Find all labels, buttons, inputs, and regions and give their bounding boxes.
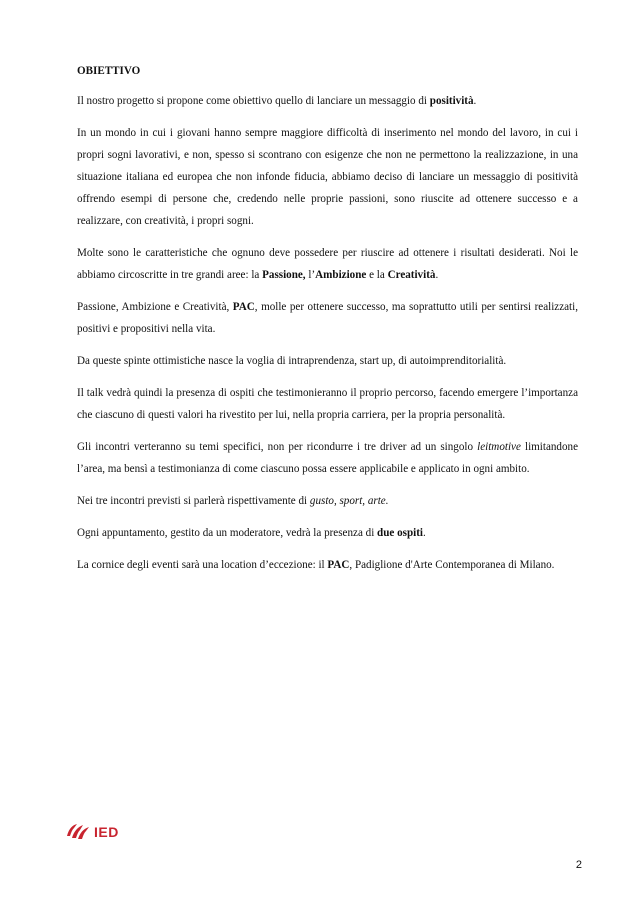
paragraph-3 bbox=[77, 242, 578, 286]
paragraph-4 bbox=[77, 296, 578, 340]
paragraph-8 bbox=[77, 490, 578, 512]
text-span: Ogni appuntamento, gestito da un moderatore, vedrà la presenza di bbox=[77, 527, 378, 539]
bold-text: PAC bbox=[327, 559, 350, 571]
text-span: . bbox=[473, 95, 477, 107]
text-span: Gli incontri verteranno su temi specifici, non per ricondurre i tre driver ad un singolo bbox=[77, 441, 478, 453]
paragraph-5: Da queste spinte ottimistiche nasce la voglia di intraprendenza, start up, di autoimprenditorialità. bbox=[77, 355, 507, 367]
bold-text: positività bbox=[429, 95, 474, 107]
text-span: Il nostro progetto si propone come obiettivo quello di lanciare un messaggio di bbox=[77, 95, 430, 107]
text-span: . bbox=[422, 527, 426, 539]
page-number: 2 bbox=[575, 859, 582, 871]
document-body bbox=[77, 60, 578, 576]
text-span: , Padiglione d'Arte Contemporanea di Milano. bbox=[349, 559, 555, 571]
paragraph-2: In un mondo in cui i giovani hanno sempre maggiore difficoltà di inserimento nel mondo del lavoro, in cui i propri sogni lavorativi, e non, spesso si scontrano con esigenze che non ne permettono la realizzazione, in una situazione italiana ed europea che non infonde fiducia, abbiamo deciso di lanciare un messaggio di positività offrendo esempi di persone che, credendo nelle proprie passioni, sono riuscite ad ottenere successo e a realizzare, con creatività, i propri sogni. bbox=[77, 127, 578, 227]
bold-text: PAC bbox=[232, 301, 255, 313]
paragraph-10 bbox=[77, 554, 578, 576]
paragraph-6: Il talk vedrà quindi la presenza di ospiti che testimonieranno il proprio percorso, facendo emergere l’importanza che ciascuno di questi valori ha rivestito per lui, nella propria carriera, per la propria personalità. bbox=[77, 387, 578, 421]
text-span: La cornice degli eventi sarà una location d’eccezione: il bbox=[77, 559, 328, 571]
text-span: Passione, Ambizione e Creatività, bbox=[77, 301, 233, 313]
logo-text: IED bbox=[94, 824, 119, 840]
section-heading: OBIETTIVO bbox=[77, 65, 141, 77]
text-span: Molte sono le caratteristiche che ognuno deve possedere per riuscire ad ottenere i risultati desiderati. Noi le abbiamo circoscritte in tre grandi aree: la bbox=[77, 247, 578, 281]
bold-text: Passione, bbox=[262, 269, 306, 281]
text-span: l’ bbox=[305, 269, 316, 281]
bold-text: Ambizione bbox=[315, 269, 367, 281]
italic-text: gusto, sport, arte. bbox=[309, 495, 389, 507]
italic-text: leitmotive bbox=[477, 441, 521, 453]
bold-text: due ospiti bbox=[377, 527, 423, 539]
paragraph-1 bbox=[77, 90, 578, 112]
text-span: e la bbox=[366, 269, 388, 281]
ied-logo bbox=[65, 822, 119, 842]
paragraph-9 bbox=[77, 522, 578, 544]
text-span: Nei tre incontri previsti si parlerà rispettivamente di bbox=[77, 495, 310, 507]
text-span: limitandone l’area, ma bensì a testimonianza di come ciascuno possa essere applicabile e applicato in ogni ambito. bbox=[77, 441, 578, 475]
text-span: , molle per ottenere successo, ma soprattutto utili per sentirsi realizzati, positivi e propositivi nella vita. bbox=[77, 301, 578, 335]
text-span: . bbox=[435, 269, 439, 281]
paragraph-7 bbox=[77, 436, 578, 480]
ied-logo-icon bbox=[65, 822, 91, 842]
bold-text: Creatività bbox=[387, 269, 436, 281]
